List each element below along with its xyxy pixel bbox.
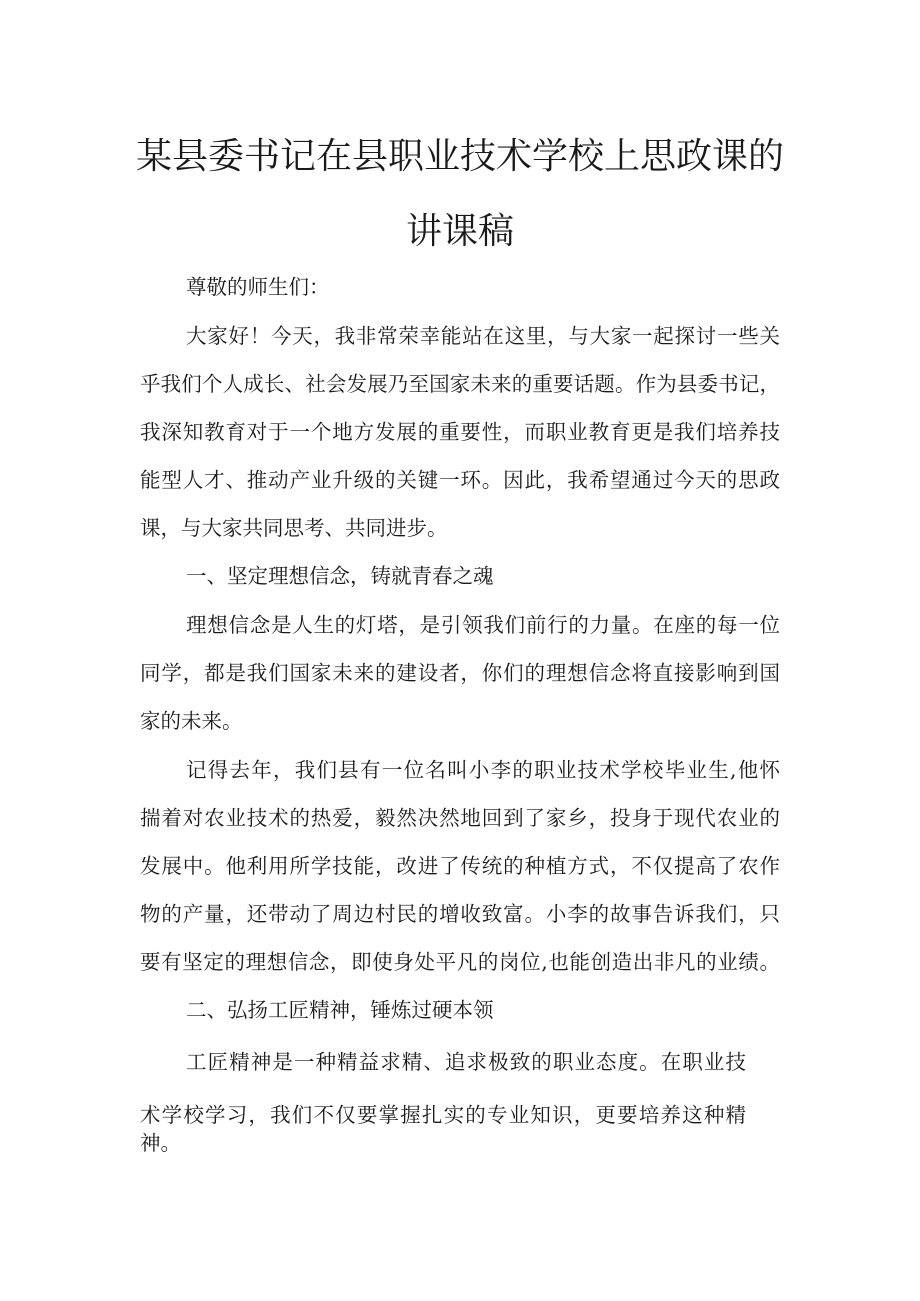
paragraph-line: 大家好！今天，我非常荣幸能站在这里，与大家一起探讨一些关	[186, 324, 780, 348]
paragraph-line: 要有坚定的理想信念，即使身处平凡的岗位,也能创造出非凡的业绩。	[140, 950, 780, 974]
paragraph-line: 物的产量，还带动了周边村民的增收致富。小李的故事告诉我们，只	[140, 902, 780, 926]
section-heading-2: 二、弘扬工匠精神，锤炼过硬本领	[186, 998, 494, 1022]
paragraph-line: 理想信念是人生的灯塔，是引领我们前行的力量。在座的每一位	[186, 613, 780, 637]
paragraph-line: 记得去年，我们县有一位名叫小李的职业技术学校毕业生,他怀	[186, 758, 780, 782]
salutation: 尊敬的师生们：	[186, 275, 330, 299]
paragraph-line: 术学校学习，我们不仅要掌握扎实的专业知识，更要培养这种精	[140, 1103, 746, 1127]
document-title-line-2: 讲课稿	[405, 211, 514, 252]
document-title-line-1: 某县委书记在县职业技术学校上思政课的	[135, 136, 784, 177]
paragraph-line: 我深知教育对于一个地方发展的重要性，而职业教育更是我们培养技	[140, 420, 780, 444]
paragraph-line: 工匠精神是一种精益求精、追求极致的职业态度。在职业技	[186, 1050, 746, 1074]
paragraph-line: 神。	[140, 1131, 181, 1155]
paragraph-line: 同学，都是我们国家未来的建设者，你们的理想信念将直接影响到国	[140, 661, 780, 685]
section-heading-1: 一、坚定理想信念，铸就青春之魂	[186, 564, 494, 588]
paragraph-line: 揣着对农业技术的热爱，毅然决然地回到了家乡，投身于现代农业的	[140, 806, 780, 830]
paragraph-line: 乎我们个人成长、社会发展乃至国家未来的重要话题。作为县委书记，	[140, 372, 780, 396]
paragraph-line: 能型人才、推动产业升级的关键一环。因此，我希望通过今天的思政	[140, 468, 780, 492]
paragraph-line: 课，与大家共同思考、共同进步。	[140, 516, 448, 540]
paragraph-line: 家的未来。	[140, 709, 243, 733]
paragraph-line: 发展中。他利用所学技能，改进了传统的种植方式，不仅提高了农作	[140, 854, 780, 878]
